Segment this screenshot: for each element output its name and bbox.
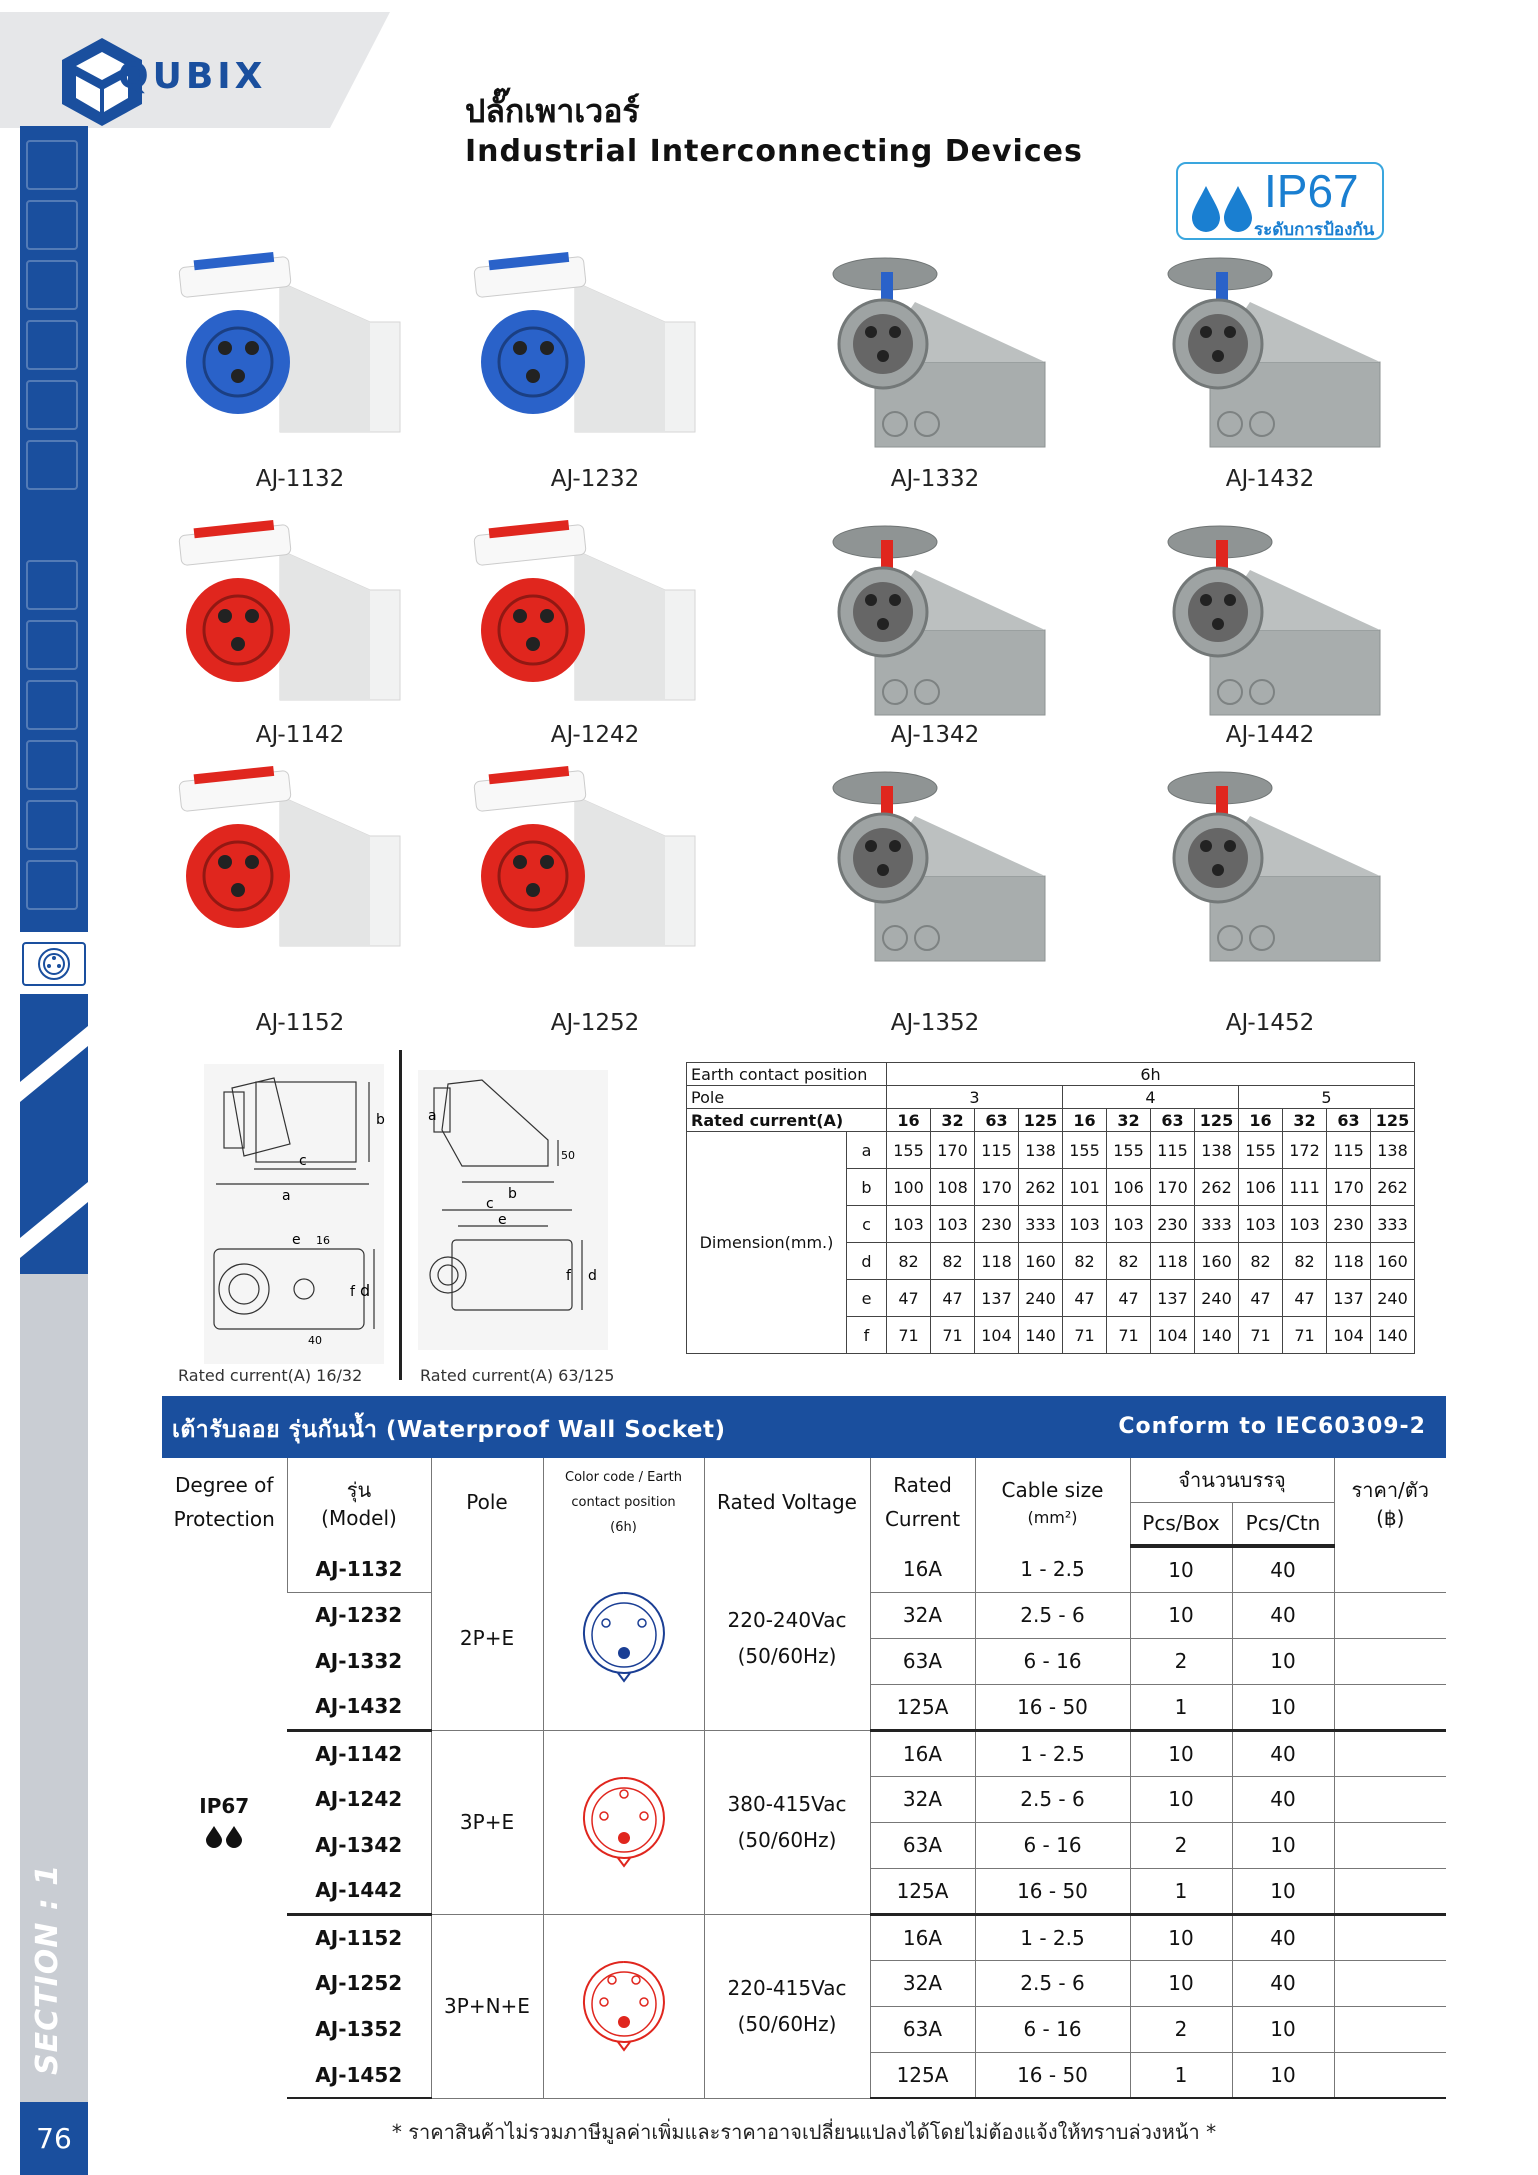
pcs-box-cell: 10 — [1130, 1914, 1232, 1960]
dimension-value: 71 — [931, 1317, 975, 1354]
dimension-value: 140 — [1195, 1317, 1239, 1354]
socket-image — [180, 766, 420, 966]
ip-subtitle: ระดับการป้องกัน — [1254, 220, 1375, 240]
price-cell — [1334, 1914, 1446, 1960]
voltage-cell: 220-240Vac (50/60Hz) — [704, 1546, 870, 1730]
dimension-value: 106 — [1239, 1169, 1283, 1206]
price-cell — [1334, 1822, 1446, 1868]
pcs-ctn-cell: 10 — [1232, 1868, 1334, 1914]
model-cell: AJ-1232 — [315, 1603, 403, 1628]
dimension-value: 240 — [1195, 1280, 1239, 1317]
dimension-value: 138 — [1371, 1132, 1415, 1169]
rated-value: 125 — [1371, 1109, 1415, 1132]
earth-contact-diagram-icon — [576, 1956, 672, 2052]
dimension-value: 155 — [1107, 1132, 1151, 1169]
cable-cell: 2.5 - 6 — [975, 1960, 1130, 2006]
dim-label-a-large: a — [428, 1108, 437, 1124]
pole-value: 3 — [887, 1086, 1063, 1109]
dimension-value: 118 — [1327, 1243, 1371, 1280]
diagram-divider — [399, 1050, 402, 1380]
dimension-value: 140 — [1019, 1317, 1063, 1354]
pcs-box-cell: 2 — [1130, 2006, 1232, 2052]
dim-label-a: a — [282, 1188, 291, 1204]
dimension-value: 118 — [975, 1243, 1019, 1280]
rated-value: 32 — [1283, 1109, 1327, 1132]
rated-value: 125 — [1019, 1109, 1063, 1132]
rated-value: 63 — [975, 1109, 1019, 1132]
dimension-value: 240 — [1019, 1280, 1063, 1317]
cable-cell: 6 - 16 — [975, 1822, 1130, 1868]
dimension-value: 47 — [887, 1280, 931, 1317]
pcs-ctn-cell: 10 — [1232, 1822, 1334, 1868]
product-aj-1352 — [815, 766, 1055, 1036]
voltage-cell: 220-415Vac (50/60Hz) — [704, 1914, 870, 2098]
dimension-value: 71 — [1107, 1317, 1151, 1354]
dimension-key: e — [847, 1280, 887, 1317]
protection-rating: IP67 — [199, 1793, 250, 1818]
dimension-value: 262 — [1195, 1169, 1239, 1206]
model-cell: AJ-1132 — [287, 1546, 431, 1592]
current-cell: 32A — [870, 1960, 975, 2006]
dimension-value: 155 — [1063, 1132, 1107, 1169]
product-aj-1442 — [1150, 520, 1390, 750]
dim-label-d-large: d — [588, 1268, 597, 1284]
water-drops-icon — [1188, 178, 1258, 238]
current-cell: 16A — [870, 1914, 975, 1960]
socket-image — [475, 520, 715, 720]
cable-cell: 1 - 2.5 — [975, 1730, 1130, 1776]
socket-image — [815, 520, 1055, 720]
pcs-ctn-cell: 10 — [1232, 1638, 1334, 1684]
product-aj-1332 — [815, 252, 1055, 492]
earth-value: 6h — [887, 1063, 1415, 1086]
dim-label-d: d — [360, 1281, 371, 1300]
price-cell — [1334, 1546, 1446, 1592]
pcs-box-cell: 10 — [1130, 1730, 1232, 1776]
cable-cell: 1 - 2.5 — [975, 1914, 1130, 1960]
title-english: Industrial Interconnecting Devices — [465, 134, 1083, 169]
dimension-value: 333 — [1371, 1206, 1415, 1243]
socket-image — [815, 766, 1055, 966]
price-cell — [1334, 1868, 1446, 1914]
dimension-value: 104 — [1151, 1317, 1195, 1354]
model-cell: AJ-1342 — [315, 1833, 403, 1857]
current-cell: 32A — [870, 1776, 975, 1822]
dimension-value: 71 — [1283, 1317, 1327, 1354]
dimension-value: 111 — [1283, 1169, 1327, 1206]
water-drops-icon — [204, 1824, 244, 1846]
dimension-value: 333 — [1195, 1206, 1239, 1243]
product-model-label: AJ-1132 — [255, 466, 345, 492]
price-footnote: * ราคาสินค้าไม่รวมภาษีมูลค่าเพิ่มและราคาอาจเปลี่ยนแปลงได้โดยไม่ต้องแจ้งให้ทราบล่วงหน้า * — [391, 2120, 1217, 2144]
pcs-box-cell: 10 — [1130, 1546, 1232, 1592]
current-cell: 16A — [870, 1730, 975, 1776]
dim-label-f-large: f — [566, 1268, 571, 1284]
product-aj-1432 — [1150, 252, 1390, 492]
cable-cell: 16 - 50 — [975, 2052, 1130, 2098]
cable-cell: 6 - 16 — [975, 2006, 1130, 2052]
title-thai: ปลั๊กเพาเวอร์ — [465, 92, 640, 130]
dimension-value: 104 — [975, 1317, 1019, 1354]
dimension-value: 103 — [887, 1206, 931, 1243]
socket-image — [815, 252, 1055, 452]
socket-image — [180, 252, 420, 452]
dim-label-16: 16 — [316, 1234, 330, 1247]
dimension-table — [686, 1062, 1415, 1354]
dimension-value: 137 — [975, 1280, 1019, 1317]
current-cell: 63A — [870, 1822, 975, 1868]
pole-value: 4 — [1063, 1086, 1239, 1109]
earth-contact-diagram-icon — [576, 1772, 672, 1868]
cable-cell: 2.5 - 6 — [975, 1592, 1130, 1638]
dimension-key: b — [847, 1169, 887, 1206]
socket-image — [1150, 520, 1390, 720]
dim-label-40: 40 — [308, 1334, 322, 1347]
pcs-box-cell: 1 — [1130, 1684, 1232, 1730]
dim-label-e: e — [292, 1232, 301, 1248]
dimension-value: 115 — [975, 1132, 1019, 1169]
ip-badge — [1176, 162, 1384, 240]
dimension-value: 106 — [1107, 1169, 1151, 1206]
pole-label: Pole — [687, 1086, 887, 1109]
product-aj-1132 — [180, 252, 420, 492]
dimension-key: c — [847, 1206, 887, 1243]
rated-value: 16 — [887, 1109, 931, 1132]
dimension-key: a — [847, 1132, 887, 1169]
dimension-value: 82 — [1063, 1243, 1107, 1280]
dimension-value: 160 — [1371, 1243, 1415, 1280]
socket-image — [475, 766, 715, 966]
dimension-value: 103 — [1239, 1206, 1283, 1243]
main-table-header — [162, 1396, 1446, 1458]
price-cell — [1334, 1730, 1446, 1776]
col-pcs-box: Pcs/Box — [1130, 1502, 1232, 1546]
dimension-value: 137 — [1327, 1280, 1371, 1317]
color-code-cell — [543, 1914, 704, 2098]
dimension-value: 262 — [1371, 1169, 1415, 1206]
model-cell: AJ-1442 — [287, 1868, 431, 1914]
dimension-value: 47 — [1107, 1280, 1151, 1317]
model-cell: AJ-1332 — [315, 1649, 403, 1673]
product-model-label: AJ-1252 — [550, 1010, 640, 1036]
col-pcs-ctn: Pcs/Ctn — [1232, 1502, 1334, 1546]
socket-image — [1150, 766, 1390, 966]
standard-label: Conform to IEC60309-2 — [1118, 1414, 1426, 1439]
pcs-ctn-cell: 40 — [1232, 1776, 1334, 1822]
product-model-label: AJ-1232 — [550, 466, 640, 492]
dimension-value: 138 — [1195, 1132, 1239, 1169]
dimension-value: 47 — [1283, 1280, 1327, 1317]
dimension-value: 118 — [1151, 1243, 1195, 1280]
earth-label: Earth contact position — [687, 1063, 887, 1086]
pole-value: 5 — [1239, 1086, 1415, 1109]
price-cell — [1334, 2006, 1446, 2052]
price-cell — [1334, 1592, 1446, 1638]
dimension-key: d — [847, 1243, 887, 1280]
product-model-label: AJ-1432 — [1225, 466, 1315, 492]
rated-value: 32 — [1107, 1109, 1151, 1132]
dimension-value: 101 — [1063, 1169, 1107, 1206]
dimension-value: 230 — [1327, 1206, 1371, 1243]
dimension-value: 103 — [1107, 1206, 1151, 1243]
pcs-box-cell: 1 — [1130, 1868, 1232, 1914]
pole-cell: 2P+E — [431, 1546, 543, 1730]
dimension-drawing-large — [418, 1070, 608, 1350]
rated-value: 125 — [1195, 1109, 1239, 1132]
section-label: SECTION : 1 — [30, 1863, 65, 2075]
diagram-caption-small: Rated current(A) 16/32 — [178, 1366, 363, 1385]
page-number: 76 — [20, 2102, 88, 2175]
dimension-value: 155 — [887, 1132, 931, 1169]
model-cell: AJ-1432 — [287, 1684, 431, 1730]
socket-image — [475, 252, 715, 452]
dimension-value: 140 — [1371, 1317, 1415, 1354]
dimension-value: 115 — [1151, 1132, 1195, 1169]
model-cell: AJ-1252 — [315, 1971, 403, 1995]
product-model-label: AJ-1342 — [890, 722, 980, 748]
dimension-value: 71 — [1063, 1317, 1107, 1354]
brand-name: QUBIX — [118, 56, 267, 97]
dim-label-f: f — [350, 1284, 355, 1300]
color-code-cell — [543, 1546, 704, 1730]
rated-value: 16 — [1063, 1109, 1107, 1132]
product-model-label: AJ-1242 — [550, 722, 640, 748]
price-cell — [1334, 1776, 1446, 1822]
rated-value: 16 — [1239, 1109, 1283, 1132]
side-category-strip — [20, 126, 88, 932]
dimension-value: 170 — [975, 1169, 1019, 1206]
socket-image — [180, 520, 420, 720]
dimension-value: 47 — [1239, 1280, 1283, 1317]
dim-label-50: 50 — [561, 1149, 575, 1162]
dimension-value: 82 — [1283, 1243, 1327, 1280]
product-aj-1142 — [180, 520, 420, 750]
dimension-value: 155 — [1239, 1132, 1283, 1169]
dimension-value: 71 — [887, 1317, 931, 1354]
rated-label: Rated current(A) — [687, 1109, 887, 1132]
dimension-value: 230 — [975, 1206, 1019, 1243]
col-cable: Cable size (mm²) — [975, 1458, 1130, 1546]
product-model-label: AJ-1352 — [890, 1010, 980, 1036]
dimension-value: 71 — [1239, 1317, 1283, 1354]
pcs-box-cell: 1 — [1130, 2052, 1232, 2098]
dimension-value: 170 — [1327, 1169, 1371, 1206]
socket-image — [1150, 252, 1390, 452]
pcs-ctn-cell: 40 — [1232, 1730, 1334, 1776]
cable-cell: 2.5 - 6 — [975, 1776, 1130, 1822]
current-cell: 63A — [870, 1638, 975, 1684]
dim-label-e-large: e — [498, 1212, 507, 1228]
col-color-code: Color code / Earth contact position (6h) — [543, 1458, 704, 1546]
dimension-value: 47 — [1063, 1280, 1107, 1317]
current-cell: 125A — [870, 1868, 975, 1914]
product-model-label: AJ-1452 — [1225, 1010, 1315, 1036]
pole-cell: 3P+N+E — [431, 1914, 543, 2098]
rated-value: 63 — [1327, 1109, 1371, 1132]
diagram-caption-large: Rated current(A) 63/125 — [420, 1366, 615, 1385]
dimension-value: 100 — [887, 1169, 931, 1206]
cable-cell: 16 - 50 — [975, 1868, 1130, 1914]
pcs-box-cell: 2 — [1130, 1638, 1232, 1684]
current-cell: 32A — [870, 1592, 975, 1638]
model-cell: AJ-1452 — [287, 2052, 431, 2098]
dimension-value: 160 — [1195, 1243, 1239, 1280]
dimension-value: 333 — [1019, 1206, 1063, 1243]
model-cell: AJ-1142 — [315, 1741, 403, 1766]
dimension-value: 104 — [1327, 1317, 1371, 1354]
dim-label-b-large: b — [508, 1186, 517, 1202]
dimension-value: 262 — [1019, 1169, 1063, 1206]
protection-cell — [162, 1546, 287, 2098]
dimension-label: Dimension(mm.) — [687, 1132, 847, 1354]
side-diagonal-stripes — [20, 994, 88, 1274]
color-code-cell — [543, 1730, 704, 1914]
product-model-label: AJ-1142 — [255, 722, 345, 748]
price-cell — [1334, 1638, 1446, 1684]
pcs-ctn-cell: 10 — [1232, 2006, 1334, 2052]
rated-value: 32 — [931, 1109, 975, 1132]
voltage-cell: 380-415Vac (50/60Hz) — [704, 1730, 870, 1914]
pcs-ctn-cell: 40 — [1232, 1914, 1334, 1960]
product-model-label: AJ-1332 — [890, 466, 980, 492]
col-packing: จำนวนบรรจุ — [1130, 1458, 1334, 1502]
product-aj-1252 — [475, 766, 715, 1036]
dimension-value: 82 — [1239, 1243, 1283, 1280]
col-voltage: Rated Voltage — [704, 1458, 870, 1546]
dimension-value: 103 — [1283, 1206, 1327, 1243]
product-aj-1452 — [1150, 766, 1390, 1036]
dimension-value: 108 — [931, 1169, 975, 1206]
dimension-value: 137 — [1151, 1280, 1195, 1317]
product-aj-1342 — [815, 520, 1055, 750]
cable-cell: 1 - 2.5 — [975, 1546, 1130, 1592]
dimension-drawing-small — [204, 1064, 384, 1364]
col-current: Rated Current — [870, 1458, 975, 1546]
dimension-value: 115 — [1327, 1132, 1371, 1169]
socket-category-icon[interactable] — [22, 942, 86, 986]
dimension-key: f — [847, 1317, 887, 1354]
ip-rating: IP67 — [1264, 165, 1359, 217]
product-model-label: AJ-1152 — [255, 1010, 345, 1036]
cable-cell: 16 - 50 — [975, 1684, 1130, 1730]
col-degree: Degree of Protection — [173, 1473, 275, 1531]
pcs-box-cell: 2 — [1130, 1822, 1232, 1868]
pole-cell: 3P+E — [431, 1730, 543, 1914]
main-table-title: เต้ารับลอย รุ่นกันน้ำ (Waterproof Wall Socket) — [172, 1417, 726, 1443]
dimension-value: 240 — [1371, 1280, 1415, 1317]
specification-table — [162, 1458, 1446, 2099]
dimension-value: 138 — [1019, 1132, 1063, 1169]
pcs-box-cell: 10 — [1130, 1776, 1232, 1822]
pcs-ctn-cell: 10 — [1232, 1684, 1334, 1730]
dim-label-b: b — [376, 1112, 385, 1128]
current-cell: 16A — [870, 1546, 975, 1592]
product-aj-1152 — [180, 766, 420, 1036]
price-cell — [1334, 2052, 1446, 2098]
price-cell — [1334, 1960, 1446, 2006]
rated-value: 63 — [1151, 1109, 1195, 1132]
pcs-ctn-cell: 40 — [1232, 1960, 1334, 2006]
dimension-value: 103 — [1063, 1206, 1107, 1243]
col-model: รุ่น (Model) — [287, 1458, 431, 1546]
dimension-value: 47 — [931, 1280, 975, 1317]
current-cell: 125A — [870, 2052, 975, 2098]
earth-contact-diagram-icon — [576, 1587, 672, 1683]
dimension-value: 82 — [931, 1243, 975, 1280]
dimension-value: 103 — [931, 1206, 975, 1243]
current-cell: 125A — [870, 1684, 975, 1730]
pcs-box-cell: 10 — [1130, 1592, 1232, 1638]
pcs-ctn-cell: 10 — [1232, 2052, 1334, 2098]
dimension-value: 170 — [1151, 1169, 1195, 1206]
cable-cell: 6 - 16 — [975, 1638, 1130, 1684]
dimension-value: 82 — [887, 1243, 931, 1280]
dim-label-c: c — [299, 1153, 307, 1169]
dimension-value: 230 — [1151, 1206, 1195, 1243]
product-aj-1242 — [475, 520, 715, 750]
dimension-value: 170 — [931, 1132, 975, 1169]
pcs-box-cell: 10 — [1130, 1960, 1232, 2006]
dimension-value: 172 — [1283, 1132, 1327, 1169]
col-price: ราคา/ตัว (฿) — [1334, 1458, 1446, 1546]
current-cell: 63A — [870, 2006, 975, 2052]
model-cell: AJ-1352 — [315, 2017, 403, 2041]
pcs-ctn-cell: 40 — [1232, 1546, 1334, 1592]
price-cell — [1334, 1684, 1446, 1730]
model-cell: AJ-1242 — [315, 1787, 403, 1811]
product-model-label: AJ-1442 — [1225, 722, 1315, 748]
model-cell: AJ-1152 — [315, 1925, 403, 1950]
product-aj-1232 — [475, 252, 715, 492]
dim-label-c-large: c — [486, 1196, 494, 1212]
dimension-value: 82 — [1107, 1243, 1151, 1280]
pcs-ctn-cell: 40 — [1232, 1592, 1334, 1638]
dimension-value: 160 — [1019, 1243, 1063, 1280]
col-pole: Pole — [431, 1458, 543, 1546]
